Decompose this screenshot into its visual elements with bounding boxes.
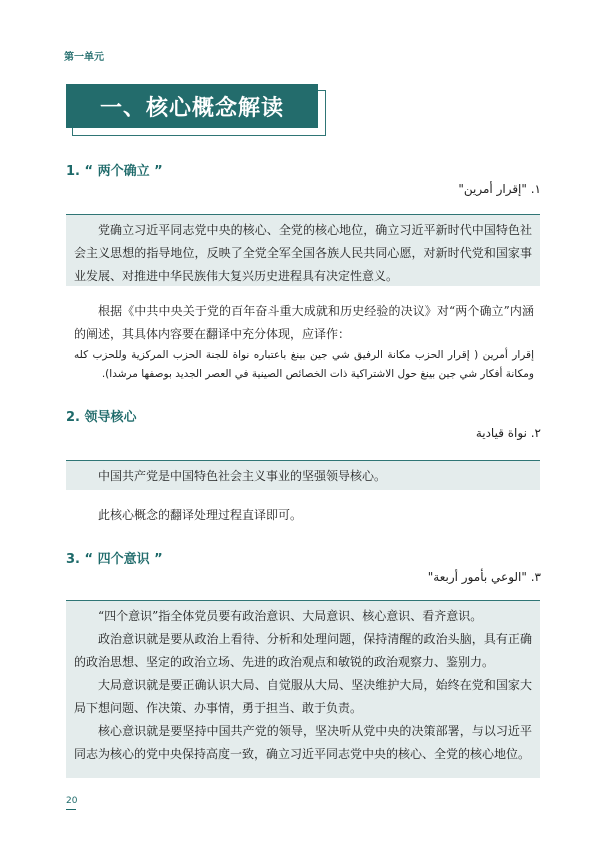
section-1-arabic-translation: إقرار أمرين ( إقرار الحزب مكانة الرفيق شي جين بينغ باعتباره نواة للجنة الحزب المركزية وللحزب كله ومكانة أفكار شي جين بينغ حول الاشتراكية ذات الخصائص الصينية في العصر الجديد بوصفها مرشدا). [74, 349, 534, 380]
section-1-arabic-heading: ١. "إقرار أمرين" [458, 182, 541, 196]
section-3-quote-paragraph-1: “四个意识”指全体党员要有政治意识、大局意识、核心意识、看齐意识。 [98, 609, 483, 623]
section-3-quote-box [66, 600, 540, 778]
section-2-heading: 2. 领导核心 [66, 410, 137, 425]
page-number: 20 [66, 796, 78, 806]
section-2-body-paragraph: 此核心概念的翻译处理过程直译即可。 [98, 508, 303, 522]
title-wrapper [66, 84, 326, 136]
section-1-body-paragraph: 根据《中共中央关于党的百年奋斗重大成就和历史经验的决议》对“两个确立”内涵的阐述，其具体内容要在翻译中充分体现，应译作： [74, 304, 534, 341]
section-3-arabic-heading: ٣. "الوعي بأمور أربعة" [427, 570, 541, 584]
section-2-quote-box [66, 460, 540, 490]
section-1-body [74, 300, 534, 384]
section-3-quote-paragraph-4: 核心意识就是要坚持中国共产党的领导，坚决听从党中央的决策部署，与以习近平同志为核心的党中央保持高度一致，确立习近平同志党中央的核心、全党的核心地位。 [74, 724, 532, 761]
page-number-underline [66, 809, 76, 810]
unit-label: 第一单元 [64, 52, 104, 63]
section-1-quote-box [66, 214, 540, 286]
section-2-arabic-heading: ٢. نواة قيادية [475, 426, 541, 440]
page-title: 一、核心概念解读 [66, 84, 318, 128]
section-3-heading: 3. “ 四个意识 ” [66, 552, 163, 567]
section-3-quote-paragraph-2: 政治意识就是要从政治上看待、分析和处理问题，保持清醒的政治头脑，具有正确的政治思想、坚定的政治立场、先进的政治观点和敏锐的政治观察力、鉴别力。 [74, 632, 532, 669]
section-1-heading: 1. “ 两个确立 ” [66, 164, 163, 179]
section-1-quote-paragraph: 党确立习近平同志党中央的核心、全党的核心地位，确立习近平新时代中国特色社会主义思想的指导地位，反映了全党全军全国各族人民共同心愿，对新时代党和国家事业发展、对推进中华民族伟大复兴历史进程具有决定性意义。 [74, 223, 532, 283]
section-2-quote-paragraph: 中国共产党是中国特色社会主义事业的坚强领导核心。 [98, 469, 387, 483]
section-3-quote-paragraph-3: 大局意识就是要正确认识大局、自觉服从大局、坚决维护大局，始终在党和国家大局下想问题、作决策、办事情，勇于担当、敢于负责。 [74, 678, 532, 715]
section-2-body [74, 504, 534, 527]
